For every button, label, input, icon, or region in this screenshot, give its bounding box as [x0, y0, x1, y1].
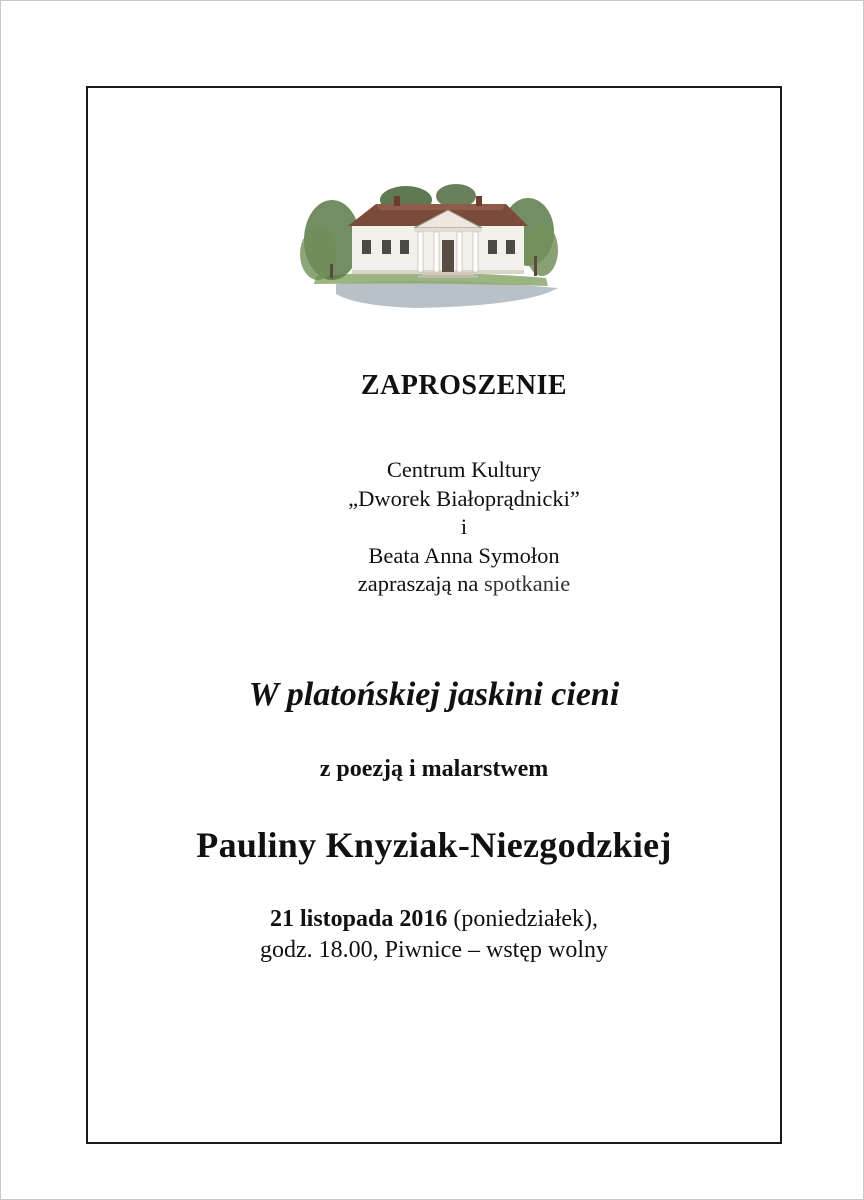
invite-object: spotkanie	[483, 571, 571, 596]
host-venue-name: „Dworek Białoprądnicki”	[348, 485, 580, 511]
event-subtitle: z poezją i malarstwem	[319, 756, 549, 782]
event-title: W platońskiej jaskini cieni	[248, 676, 620, 713]
invitation-card	[86, 86, 782, 1144]
event-weekday: (poniedziałek),	[447, 906, 598, 932]
time-place-line: godz. 18.00, Piwnice – wstęp wolny	[260, 937, 608, 963]
hosts-block	[88, 456, 780, 599]
host-organization: Centrum Kultury	[386, 457, 542, 482]
invitation-heading: ZAPROSZENIE	[360, 370, 568, 401]
event-date: 21 listopada 2016	[270, 906, 448, 932]
date-line	[88, 904, 780, 935]
host-person: Beata Anna Symołon	[368, 542, 560, 568]
conjunction: i	[460, 514, 468, 539]
artist-name: Pauliny Knyziak-Niezgodzkiej	[196, 825, 672, 865]
tree-right-2	[526, 224, 558, 276]
manor-house-illustration	[296, 184, 564, 314]
invite-verb: zapraszają na	[357, 571, 484, 596]
invite-line	[148, 570, 780, 599]
event-details	[88, 904, 780, 966]
